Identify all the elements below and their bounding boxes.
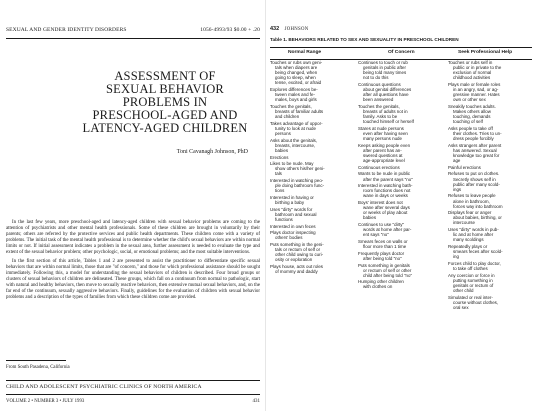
table-entry-line: Erections bbox=[270, 154, 289, 160]
table-entry-line: Secretly shows self in bbox=[453, 176, 496, 182]
table-entry-line: after being told "no" bbox=[363, 255, 402, 261]
table-entry-line: Explores differences be- bbox=[270, 87, 318, 93]
author-name: Toni Cavanagh Johnson, PhD bbox=[176, 149, 248, 155]
table-entry bbox=[358, 60, 442, 80]
table-entry-line: Touches or rubs own geni- bbox=[270, 60, 323, 65]
page-number: 431 bbox=[252, 399, 260, 404]
table-entry-line: Interested in watching bath- bbox=[358, 183, 413, 189]
table-entry-line: breasts, intercourse, bbox=[275, 142, 316, 148]
table-entry-line: genitals or rectum of bbox=[453, 282, 494, 288]
table-entry-line: Asks about the genitals, bbox=[270, 137, 318, 143]
table-entry-line: osity or exploration bbox=[275, 257, 313, 263]
table-entry bbox=[358, 171, 442, 181]
table-entry-line: tals bbox=[275, 171, 282, 177]
table-entry-line: tals when diapers are bbox=[275, 65, 318, 71]
table-entry bbox=[270, 87, 350, 102]
table-entry-line: age-appropriate level bbox=[363, 158, 405, 164]
table-entry-line: genitals in public after bbox=[363, 65, 406, 71]
journal-header bbox=[6, 27, 260, 37]
table-entry bbox=[448, 171, 532, 191]
table-entry-line: in an angry, sad, or ag- bbox=[453, 87, 499, 93]
table-entry-line: floor more than 1 time bbox=[363, 244, 407, 250]
table-header bbox=[270, 47, 532, 60]
running-head: JOHNSON bbox=[284, 27, 309, 32]
table-entry bbox=[448, 193, 532, 208]
column-header-of-concern: Of Concern bbox=[388, 50, 415, 55]
table-entry-line: room functions does not bbox=[363, 188, 411, 194]
table-entry-line: public after many scold- bbox=[453, 181, 500, 187]
table-entry-line: Continues to touch or rub bbox=[358, 60, 408, 65]
table-entry-line: putting something in bbox=[453, 277, 493, 283]
table-entry-line: Puts something in genitals bbox=[358, 262, 410, 268]
table-entry-line: others' bodies bbox=[275, 235, 303, 241]
table-entry-line: oral sex bbox=[453, 304, 469, 310]
table-entry bbox=[358, 200, 442, 220]
column-normal-range bbox=[270, 60, 350, 276]
table-entry-line: Puts something in the geni- bbox=[270, 242, 324, 248]
table-entry bbox=[270, 155, 350, 160]
table-entry-line: show others his/her geni- bbox=[275, 166, 325, 172]
table-entry-line: after all questions have bbox=[363, 92, 409, 98]
table-entry bbox=[270, 264, 350, 274]
table-entry-line: wane after several days bbox=[363, 205, 410, 211]
table-entry-line: exclusion of normal bbox=[453, 70, 492, 76]
table-entry-line: Refuses to put on clothes. bbox=[448, 171, 500, 177]
table-entry-line: Displays fear or anger bbox=[448, 210, 492, 216]
table-entry-line: Uses "dirty" words for bbox=[270, 206, 313, 212]
header-rule bbox=[6, 38, 260, 39]
right-page bbox=[266, 0, 533, 411]
table-entry-line: Frequently plays doctor bbox=[358, 250, 405, 256]
article-code: 1056-4993/93 $0.00 + .20 bbox=[200, 27, 260, 33]
table-entry bbox=[358, 251, 442, 261]
table-entry bbox=[270, 121, 350, 136]
table-entry-line: ple doing bathroom func- bbox=[275, 183, 325, 189]
table-entry-line: Likes to be nude. May bbox=[270, 161, 314, 167]
table-entry bbox=[448, 261, 532, 271]
table-entry bbox=[448, 60, 532, 80]
table-entry-line: child after being told "no" bbox=[363, 272, 413, 278]
table-entry-line: Interested in own feces bbox=[270, 223, 316, 229]
table-entry-line: tals or rectum of self or bbox=[275, 247, 321, 253]
table-entry-line: about genital differences bbox=[363, 87, 412, 93]
table-entry-line: Touches the genitals, bbox=[270, 103, 312, 109]
table-entry bbox=[448, 273, 532, 293]
table-entry-line: Simulated or real inter- bbox=[448, 294, 493, 300]
footnote: From South Pasadena, California bbox=[6, 365, 70, 370]
table-entry-line: Makes others allow bbox=[453, 109, 491, 115]
table-entry-line: and children bbox=[275, 114, 300, 120]
table-entry-line: wane in days or weeks bbox=[363, 193, 408, 199]
table-entry-line: Continuous questions bbox=[358, 81, 401, 87]
table-entry-line: knowledge too great for bbox=[453, 152, 500, 158]
table-entry-line: family. Asks to be bbox=[363, 114, 398, 120]
table-entry-line: birthing a baby bbox=[275, 200, 305, 206]
table-entry-line: many persons nude bbox=[363, 136, 402, 142]
table-entry-line: Boys' interest does not bbox=[358, 200, 403, 206]
table-entry bbox=[358, 82, 442, 102]
table-entry-line: to take off clothes bbox=[453, 266, 488, 271]
table-entry-line: after parent has an- bbox=[363, 147, 402, 153]
table-entry-line: lic and at home after bbox=[453, 232, 494, 238]
page-number: 432 bbox=[270, 26, 280, 32]
table-entry-line: childhood activities bbox=[453, 75, 491, 81]
table-entry-line: tions bbox=[275, 188, 285, 194]
table-entry-line: ent says "no" bbox=[363, 232, 389, 238]
table-entry bbox=[448, 82, 532, 102]
table-entry-line: tunity to look at nude bbox=[275, 125, 316, 131]
table-entry-line: touching of self bbox=[453, 119, 483, 125]
table-entry bbox=[270, 161, 350, 176]
table-entry-line: going to sleep, when bbox=[275, 75, 316, 81]
table-entry-line: Stares at nude persons bbox=[358, 125, 404, 131]
table-entry-line: persons bbox=[275, 131, 291, 136]
table-entry-line: Keeps asking people even bbox=[358, 142, 411, 148]
table-entry bbox=[358, 165, 442, 170]
title-line: LATENCY-AGED CHILDREN bbox=[82, 121, 248, 135]
table-entry-line: Humping other children bbox=[358, 279, 404, 285]
table-entry-line: age bbox=[453, 158, 461, 164]
table-entry bbox=[448, 227, 532, 242]
table-entry-line: Continuous erections bbox=[358, 164, 400, 170]
table-entry-line: forces way into bathroom bbox=[453, 203, 503, 209]
footer-rule-lower bbox=[6, 394, 260, 395]
table-entry-line: about babies, birthing, or bbox=[453, 215, 502, 221]
table-entry bbox=[358, 183, 442, 198]
table-entry-line: Repeatedly plays or bbox=[448, 244, 488, 250]
table-entry bbox=[270, 230, 350, 240]
table-entry-line: Interested in watching peo- bbox=[270, 178, 324, 184]
table-entry-line: with clothes on bbox=[363, 284, 393, 290]
table-entry-line: swered questions at bbox=[363, 152, 403, 158]
table-entry-line: intercourse bbox=[453, 220, 475, 226]
table-entry bbox=[358, 222, 442, 237]
table-entry-line: Smears feces on walls or bbox=[358, 238, 408, 244]
column-header-seek-help: Seek Professional Help bbox=[458, 50, 513, 55]
table-entry bbox=[358, 279, 442, 289]
table-entry-line: Wants to be nude in public bbox=[358, 171, 411, 177]
column-seek-help bbox=[448, 60, 532, 312]
footer-issue: VOLUME 2 • NUMBER 3 • JULY 1993 bbox=[6, 399, 85, 404]
table-entry bbox=[358, 143, 442, 163]
table-entry bbox=[270, 207, 350, 222]
table-entry bbox=[358, 126, 442, 141]
table-entry-line: their clothes. Tries to un- bbox=[453, 131, 502, 136]
table-entry bbox=[270, 138, 350, 153]
table-entry bbox=[270, 60, 350, 85]
table-entry bbox=[448, 126, 532, 141]
article-title bbox=[70, 70, 260, 135]
table-entry-line: of mommy and daddy bbox=[275, 269, 318, 275]
table-entry-line: many scoldings bbox=[453, 237, 484, 243]
body-paragraph: In the last few years, more preschool-aged and latency-aged children with sexual behavior problems are coming to the attention of psychiatrists and other mental health professionals. Some of these children are brought in voluntarily by their parents; others are referred by the protective services and public health departments. These children come with a variety of problems. The initial task of the mental health professional is to determine whether the child's sexual behaviors are within normal limits or not. If initial assessment indicates a problem in the sexual area, further assessment is needed to evaluate the type and extent of the sexual behavior problem; other psychologic, social, or emotional problems; and the most suitable interventions. bbox=[6, 220, 260, 256]
table-entry-line: own or other sex bbox=[453, 97, 486, 103]
table-entry-line: touched himself or herself bbox=[363, 119, 414, 125]
table-entry-line: words at home after par- bbox=[363, 227, 412, 233]
table-entry-line: breasts of familiar adults bbox=[275, 109, 324, 115]
table-entry-line: alone in bathroom, bbox=[453, 198, 490, 204]
table-entry bbox=[448, 165, 532, 170]
table-entry-line: being changed, when bbox=[275, 70, 318, 76]
left-page bbox=[0, 0, 266, 411]
table-entry-line: other child bbox=[453, 287, 474, 293]
table-caption: Table 1. BEHAVIORS RELATED TO SEX AND SEXUALITY IN PRESCHOOL CHILDREN bbox=[270, 37, 459, 42]
table-entry-line: Continues to use "dirty" bbox=[358, 222, 405, 228]
journal-section-title: SEXUAL AND GENDER IDENTITY DISORDERS bbox=[6, 27, 127, 33]
table-entry bbox=[270, 104, 350, 119]
table-entry-line: Asks strangers after parent bbox=[448, 142, 502, 148]
table-entry-line: Plays male or female roles bbox=[448, 81, 501, 87]
table-entry-line: course without clothes, bbox=[453, 299, 499, 305]
table-entry-line: Plays house, acts out roles bbox=[270, 264, 324, 270]
footnote-rule bbox=[6, 360, 66, 361]
table-entry bbox=[270, 195, 350, 205]
table-entry bbox=[358, 104, 442, 124]
table-entry-line: or rectum of self or other bbox=[363, 267, 412, 273]
table-entry bbox=[358, 239, 442, 249]
table-entry-line: Plays doctor inspecting bbox=[270, 230, 316, 236]
table-entry-line: ings bbox=[453, 186, 462, 192]
table-entry-line: not to do this bbox=[363, 75, 389, 81]
table-entry-line: Touches the genitals, bbox=[358, 103, 400, 109]
table-entry-line: touching, demands bbox=[453, 114, 491, 120]
table-entry bbox=[448, 210, 532, 225]
table-entry bbox=[448, 244, 532, 259]
table-entry-line: ing bbox=[453, 254, 459, 260]
table-entry bbox=[448, 143, 532, 163]
table-entry-line: after the parent says "no" bbox=[363, 176, 413, 182]
table-entry-line: Any coercion or force in bbox=[448, 272, 495, 278]
body-paragraph: In the first section of this article, Tables 1 and 2 are presented to assist the practitioner to differentiate specific sexual behaviors that are within normal limits, those that are "of concern," and those for which professional assistance should be sought immediately. Following this, a model for understanding the sexual behaviors of children is described. Four broad groups or clusters of sexual behaviors of children are delineated. These groups, which fall on a continuum from normal to pathologic, start with natural and healthy behaviors, then move to sexually reactive behaviors, then extensive mutual sexual behaviors, and, on the far end of the continuum, sexually aggressive behaviors. Finally, guidelines for the evaluation of children with sexual behavior problems and a description of the types of families from which these children come are provided. bbox=[6, 258, 260, 301]
table-entry-line: functions bbox=[275, 216, 293, 222]
table-entry-line: males, boys and girls bbox=[275, 97, 317, 103]
table-entry-line: been answered bbox=[363, 97, 394, 103]
table-entry-line: Refuses to leave people bbox=[448, 193, 496, 199]
table-entry-line: has answered. Sexual bbox=[453, 147, 497, 153]
column-header-normal-range: Normal Range bbox=[288, 50, 322, 55]
table-entry-line: Takes advantage of oppor- bbox=[270, 120, 323, 126]
table-entry-line: Asks people to take off bbox=[448, 125, 493, 131]
table-entry-line: Painful erections bbox=[448, 164, 481, 170]
table-entry-line: even after having seen bbox=[363, 131, 408, 136]
title-line: ASSESSMENT OF bbox=[114, 69, 216, 83]
table-entry-line: smears feces after scold- bbox=[453, 249, 503, 255]
column-of-concern bbox=[358, 60, 442, 291]
table-entry-line: breasts of adults not in bbox=[363, 109, 408, 115]
table-entry bbox=[448, 104, 532, 124]
table-entry bbox=[448, 295, 532, 310]
table-entry-line: or weeks of play about bbox=[363, 210, 408, 216]
table-entry-line: babies bbox=[363, 215, 377, 221]
table-entry-line: babies bbox=[275, 147, 289, 153]
table-entry bbox=[270, 224, 350, 229]
table-entry-line: bathroom and sexual bbox=[275, 211, 317, 217]
table-entry bbox=[270, 178, 350, 193]
title-line: SEXUAL BEHAVIOR bbox=[106, 82, 224, 96]
table-entry-line: public or in private to the bbox=[453, 65, 502, 71]
table-entry-line: Touches or rubs self in bbox=[448, 60, 493, 65]
table-entry-line: other child owing to curi- bbox=[275, 252, 324, 258]
table-entry-line: gressive manner. Hates bbox=[453, 92, 500, 98]
table-entry-line: Sneakily touches adults. bbox=[448, 103, 496, 109]
table-entry bbox=[270, 242, 350, 262]
table-entry-line: tween males and fe- bbox=[275, 92, 315, 98]
table-entry-line: Uses "dirty" words in pub- bbox=[448, 227, 499, 233]
title-line: PRESCHOOL-AGED AND bbox=[92, 108, 238, 122]
table-entry bbox=[358, 263, 442, 278]
footer-journal-title: CHILD AND ADOLESCENT PSYCHIATRIC CLINICS OF NORTH AMERICA bbox=[6, 384, 202, 390]
table-entry-line: being told many times bbox=[363, 70, 407, 76]
article-body bbox=[6, 220, 260, 303]
title-line: PROBLEMS IN bbox=[122, 95, 208, 109]
table-entry-line: tense, excited, or afraid bbox=[275, 80, 322, 86]
table-entry-line: dress people forcibly bbox=[453, 136, 494, 142]
table-entry-line: Interested in having or bbox=[270, 195, 314, 200]
running-header bbox=[270, 26, 309, 32]
footer-rule bbox=[6, 380, 260, 381]
table-entry-line: Forces child to play doctor, bbox=[448, 260, 501, 266]
